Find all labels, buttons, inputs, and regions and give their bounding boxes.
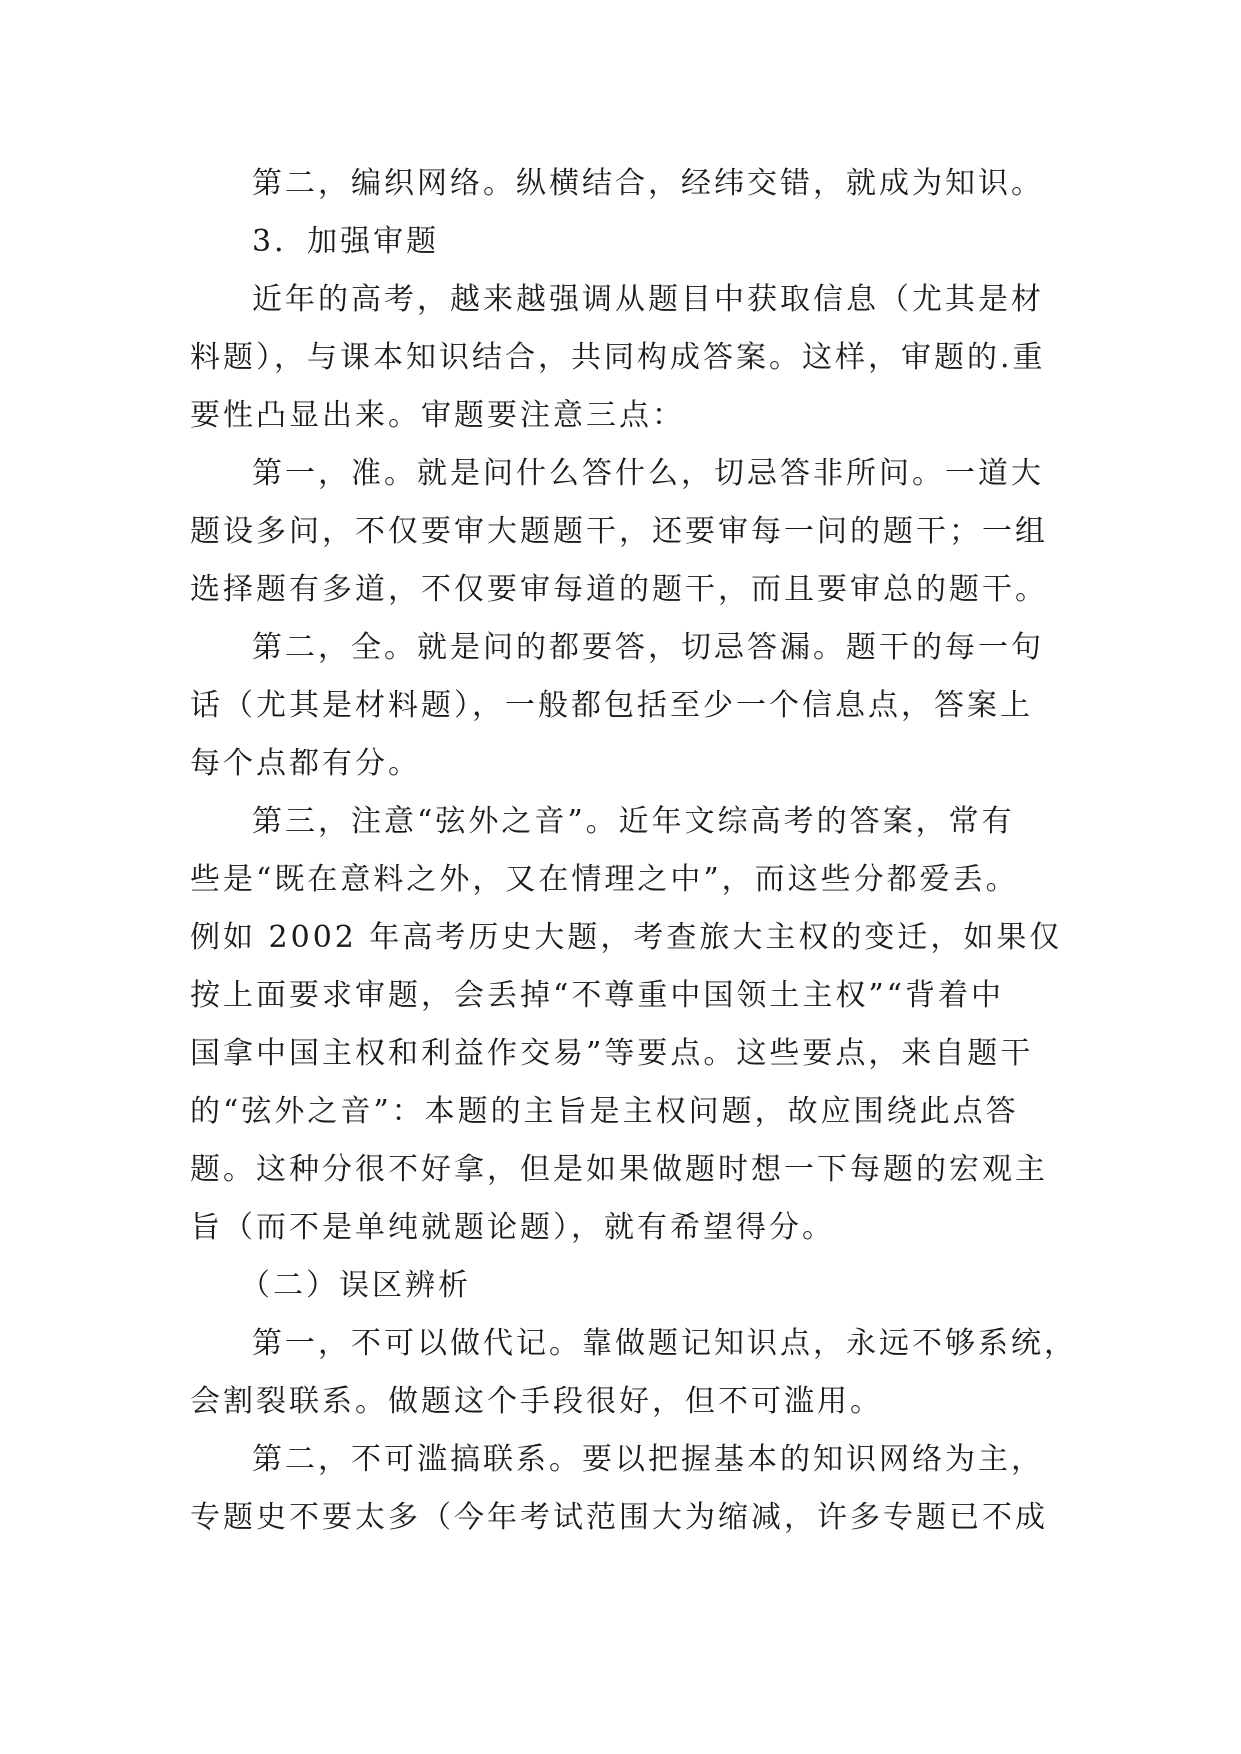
section-heading: （二）误区辨析 [240,1268,471,1303]
text-line: 按上面要求审题，会丢掉“不尊重中国领土主权”“背着中 [190,978,1005,1013]
text-line: 题。这种分很不好拿，但是如果做题时想一下每题的宏观主 [190,1152,1048,1187]
text-line: 例如 2002 年高考历史大题，考查旅大主权的变迁，如果仅 [190,920,1063,955]
text-line: 近年的高考，越来越强调从题目中获取信息（尤其是材 [252,282,1044,317]
text-line: 第三，注意“弦外之音”。近年文综高考的答案，常有 [252,804,1015,839]
text-line: 些是“既在意料之外，又在情理之中”，而这些分都爱丢。 [190,862,1019,897]
section-heading: 3．加强审题 [252,224,440,259]
text-line: 会割裂联系。做题这个手段很好，但不可滥用。 [190,1384,883,1419]
text-line: 专题史不要太多（今年考试范围大为缩减，许多专题已不成 [190,1500,1048,1535]
text-line: 第二，不可滥搞联系。要以把握基本的知识网络为主， [252,1442,1044,1477]
text-line: 料题），与课本知识结合，共同构成答案。这样，审题的.重 [190,340,1046,375]
text-line: 题设多问，不仅要审大题题干，还要审每一问的题干；一组 [190,514,1048,549]
text-line: 的“弦外之音”：本题的主旨是主权问题，故应围绕此点答 [190,1094,1019,1129]
text-line: 每个点都有分。 [190,746,421,781]
text-line: 选择题有多道，不仅要审每道的题干，而且要审总的题干。 [190,572,1048,607]
text-line: 第二，编织网络。纵横结合，经纬交错，就成为知识。 [252,166,1044,201]
text-line: 话（尤其是材料题），一般都包括至少一个信息点，答案上 [190,688,1033,723]
text-line: 国拿中国主权和利益作交易”等要点。这些要点，来自题干 [190,1036,1034,1071]
document-body [190,155,1077,1547]
text-line: 第一，准。就是问什么答什么，切忌答非所问。一道大 [252,456,1044,491]
text-line: 要性凸显出来。审题要注意三点： [190,398,685,433]
text-line: 第二，全。就是问的都要答，切忌答漏。题干的每一句 [252,630,1044,665]
text-line: 第一，不可以做代记。靠做题记知识点，永远不够系统， [252,1326,1077,1361]
text-line: 旨（而不是单纯就题论题），就有希望得分。 [190,1210,835,1245]
